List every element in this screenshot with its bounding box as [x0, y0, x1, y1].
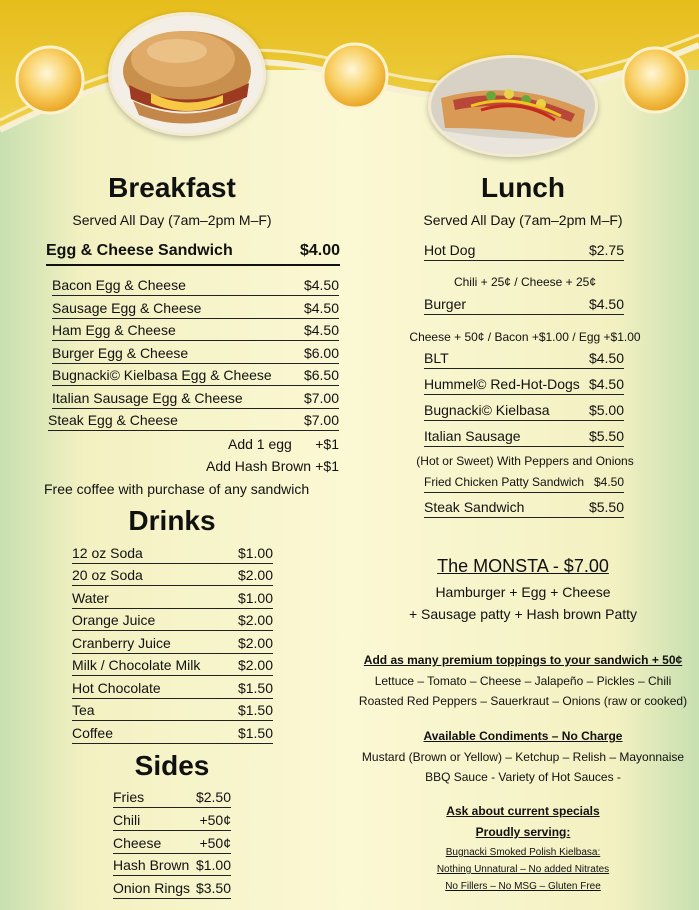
breakfast-item — [52, 367, 339, 386]
toppings-title: Add as many premium toppings to your sandwich + 50¢ — [363, 653, 683, 667]
addon-row — [200, 458, 339, 474]
lunch-item — [424, 242, 624, 261]
item-name: Fried Chicken Patty Sandwich — [424, 475, 585, 489]
item-price: $2.00 — [237, 567, 273, 583]
featured-item-price: $4.00 — [299, 242, 340, 259]
breakfast-subtitle: Served All Day (7am–2pm M–F) — [72, 212, 272, 228]
addon-price: +$1 — [315, 436, 339, 452]
left-orb — [17, 47, 83, 113]
featured-item-name: Egg & Cheese Sandwich — [46, 242, 233, 259]
right-orb — [623, 48, 687, 112]
lunch-title: Lunch — [481, 172, 565, 203]
item-price: $1.00 — [237, 545, 273, 561]
item-name: Bacon Egg & Cheese — [52, 277, 186, 293]
item-price: $4.50 — [588, 296, 624, 312]
drink-item — [72, 635, 273, 654]
item-price: $3.50 — [195, 880, 231, 896]
item-price: $1.50 — [237, 702, 273, 718]
item-price: $5.00 — [588, 402, 624, 418]
item-price: $7.00 — [303, 412, 339, 428]
item-name: Sausage Egg & Cheese — [52, 300, 202, 316]
item-price: $4.50 — [593, 475, 624, 489]
drink-item — [72, 702, 273, 721]
item-name: Bugnacki© Kielbasa — [424, 402, 550, 418]
drink-item — [72, 612, 273, 631]
item-price: $4.50 — [588, 376, 624, 392]
side-item — [113, 812, 231, 831]
item-price: $2.50 — [195, 789, 231, 805]
side-item — [113, 880, 231, 899]
item-price: $1.00 — [195, 857, 231, 873]
condiments-line-2: BBQ Sauce - Variety of Hot Sauces - — [425, 770, 621, 784]
lunch-item — [424, 499, 624, 518]
lunch-subtitle: Served All Day (7am–2pm M–F) — [423, 212, 623, 228]
side-item — [113, 789, 231, 808]
item-price: +50¢ — [199, 835, 231, 851]
sausage-options: (Hot or Sweet) With Peppers and Onions — [416, 454, 634, 468]
item-price: $5.50 — [588, 499, 624, 515]
toppings-line-1: Lettuce – Tomato – Cheese – Jalapeño – Pickles – Chili — [374, 674, 672, 688]
item-name: Hot Dog — [424, 242, 476, 258]
item-price: $2.00 — [237, 635, 273, 651]
item-name: Coffee — [72, 725, 113, 741]
specials-ask: Ask about current specials — [446, 804, 600, 818]
item-price: $5.50 — [588, 428, 624, 444]
item-name: 20 oz Soda — [72, 567, 143, 583]
item-price: $6.50 — [303, 367, 339, 383]
monsta-line-1: Hamburger + Egg + Cheese — [435, 584, 611, 600]
lunch-item — [424, 350, 624, 369]
item-name: Hot Chocolate — [72, 680, 161, 696]
specials-line-1: Bugnacki Smoked Polish Kielbasa: — [445, 847, 601, 858]
drink-item — [72, 725, 273, 744]
breakfast-note: Free coffee with purchase of any sandwich — [44, 481, 310, 497]
breakfast-item — [52, 300, 339, 319]
drink-item — [72, 680, 273, 699]
item-price: $2.00 — [237, 657, 273, 673]
item-name: Italian Sausage — [424, 428, 521, 444]
item-price: $2.75 — [588, 242, 624, 258]
item-name: Bugnacki© Kielbasa Egg & Cheese — [52, 367, 272, 383]
breakfast-item — [48, 412, 339, 431]
item-name: Italian Sausage Egg & Cheese — [52, 390, 243, 406]
middle-orb — [323, 44, 387, 108]
breakfast-item — [52, 345, 339, 364]
addon-name: Add Hash Brown — [206, 458, 312, 474]
item-name: Burger Egg & Cheese — [52, 345, 189, 361]
drink-item — [72, 545, 273, 564]
item-name: Cranberry Juice — [72, 635, 171, 651]
lunch-item — [424, 428, 624, 447]
specials-line-3: No Fillers – No MSG – Gluten Free — [445, 881, 601, 892]
toppings-line-2: Roasted Red Peppers – Sauerkraut – Onions (raw or cooked) — [358, 694, 688, 708]
item-name: Burger — [424, 296, 467, 312]
item-name: 12 oz Soda — [72, 545, 143, 561]
item-name: Steak Sandwich — [424, 499, 525, 515]
sides-title: Sides — [134, 750, 210, 781]
drink-item — [72, 590, 273, 609]
side-item — [113, 857, 231, 876]
specials-serving: Proudly serving: — [475, 825, 571, 839]
item-name: Tea — [72, 702, 95, 718]
addon-price: +$1 — [315, 458, 339, 474]
lunch-item — [424, 474, 624, 493]
monsta-line-2: + Sausage patty + Hash brown Patty — [408, 606, 638, 622]
item-price: $1.00 — [237, 590, 273, 606]
drink-item — [72, 567, 273, 586]
item-name: Hash Brown — [113, 857, 190, 873]
item-name: Ham Egg & Cheese — [52, 322, 176, 338]
item-name: Milk / Chocolate Milk — [72, 657, 201, 673]
addon-row — [200, 436, 339, 452]
hotdog-options: Chili + 25¢ / Cheese + 25¢ — [453, 275, 597, 289]
breakfast-featured-row — [46, 242, 340, 266]
drink-item — [72, 657, 273, 676]
item-name: Onion Rings — [113, 880, 191, 896]
item-name: Chili — [113, 812, 141, 828]
item-name: Water — [72, 590, 109, 606]
breakfast-sandwich-photo — [108, 12, 266, 136]
item-price: $1.50 — [237, 725, 273, 741]
item-price: $7.00 — [303, 390, 339, 406]
item-price: $2.00 — [237, 612, 273, 628]
item-name: Steak Egg & Cheese — [48, 412, 178, 428]
item-name: Orange Juice — [72, 612, 156, 628]
item-name: Hummel© Red-Hot-Dogs — [424, 376, 580, 392]
side-item — [113, 835, 231, 854]
breakfast-item — [52, 277, 339, 296]
item-name: BLT — [424, 350, 449, 366]
burger-options: Cheese + 50¢ / Bacon +$1.00 / Egg +$1.00 — [409, 330, 641, 344]
item-price: $4.50 — [303, 300, 339, 316]
item-name: Fries — [113, 789, 145, 805]
item-price: $4.50 — [303, 322, 339, 338]
specials-line-2: Nothing Unnatural – No added Nitrates — [436, 864, 610, 875]
item-name: Cheese — [113, 835, 162, 851]
item-price: +50¢ — [199, 812, 231, 828]
lunch-item — [424, 296, 624, 315]
breakfast-item — [52, 322, 339, 341]
addon-name: Add 1 egg — [228, 436, 292, 452]
condiments-line-1: Mustard (Brown or Yellow) – Ketchup – Relish – Mayonnaise — [361, 750, 685, 764]
hot-dog-photo — [428, 55, 598, 157]
monsta-title: The MONSTA - $7.00 — [437, 556, 609, 576]
lunch-item — [424, 402, 624, 421]
breakfast-item — [52, 390, 339, 409]
drinks-title: Drinks — [128, 505, 216, 536]
condiments-title: Available Condiments – No Charge — [423, 729, 623, 743]
item-price: $4.50 — [588, 350, 624, 366]
item-price: $4.50 — [303, 277, 339, 293]
lunch-item — [424, 376, 624, 395]
item-price: $6.00 — [303, 345, 339, 361]
item-price: $1.50 — [237, 680, 273, 696]
breakfast-title: Breakfast — [108, 172, 236, 203]
